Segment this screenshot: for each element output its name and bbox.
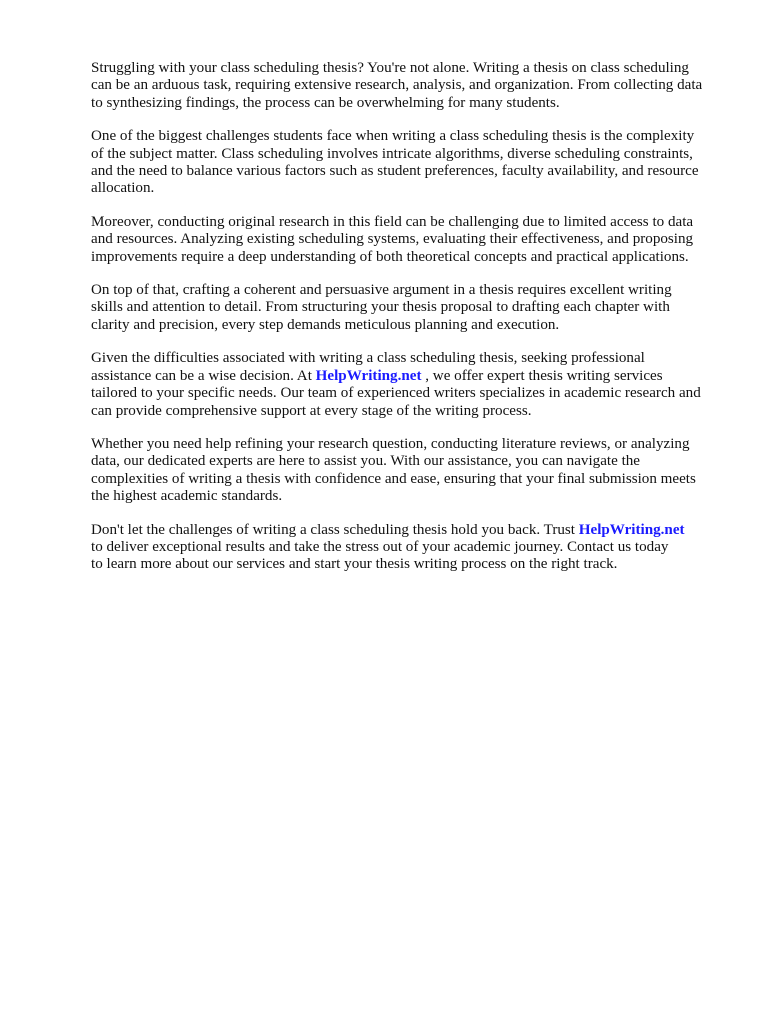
helpwriting-link[interactable]: HelpWriting.net	[315, 367, 422, 384]
paragraph-challenges: One of the biggest challenges students face when writing a class scheduling thesis is the complexity of the subject matter. Class scheduling involves intricate algorithms, diverse scheduling constraints, and the need to balance various factors such as student preferences, faculty availability, and resource allocation.	[91, 128, 699, 197]
paragraph-professional-help	[91, 350, 731, 420]
paragraph-research: Moreover, conducting original research in this field can be challenging due to limited access to data and resources. Analyzing existing scheduling systems, evaluating their effectiveness, and proposing improvements require a deep understanding of both theoretical concepts and practical applications.	[91, 213, 694, 265]
paragraph-text-after-link: , we offer expert thesis writing services tailored to your specific needs. Our team of experienced writers specializes in academic research and can provide comprehensive support at every stage of the writing process.	[91, 367, 701, 419]
paragraph-text-before-link: Given the difficulties associated with writing a class scheduling thesis, seeking professional assistance can be a wise decision. At	[91, 350, 645, 384]
paragraph-text-before-link: Don't let the challenges of writing a class scheduling thesis hold you back. Trust	[91, 521, 579, 538]
paragraph-writing-skills: On top of that, crafting a coherent and persuasive argument in a thesis requires excellent writing skills and attention to detail. From structuring your thesis proposal to drafting each chapter with clarity and precision, every step demands meticulous planning and execution.	[91, 282, 672, 333]
document-body	[91, 60, 731, 590]
paragraph-text-after-link: to deliver exceptional results and take the stress out of your academic journey. Contact us today to learn more about our services and start your thesis writing process on the right track.	[91, 538, 669, 573]
paragraph-intro: Struggling with your class scheduling thesis? You're not alone. Writing a thesis on class scheduling can be an arduous task, requiring extensive research, analysis, and organization. From collecting data to synthesizing findings, the process can be overwhelming for many students.	[91, 60, 703, 111]
paragraph-experts: Whether you need help refining your research question, conducting literature reviews, or analyzing data, our dedicated experts are here to assist you. With our assistance, you can navigate the complexities of writing a thesis with confidence and ease, ensuring that your final submission meets the highest academic standards.	[91, 435, 696, 505]
paragraph-call-to-action	[91, 522, 731, 574]
helpwriting-link[interactable]: HelpWriting.net	[578, 521, 685, 538]
